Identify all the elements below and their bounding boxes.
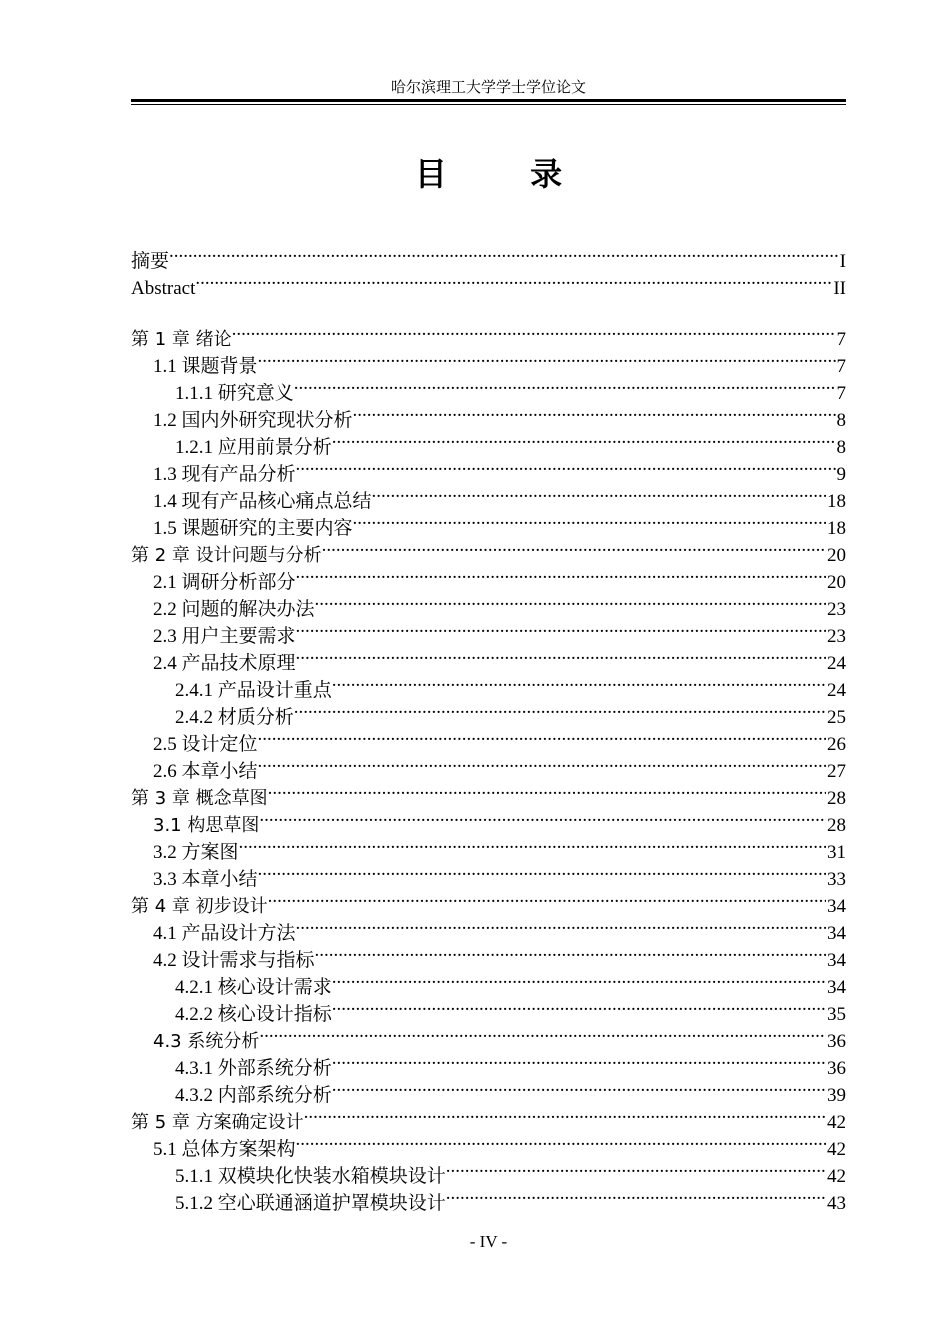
toc-entry-title: 4.3 系统分析 <box>153 1031 260 1052</box>
dot-leader <box>232 318 836 345</box>
toc-entry-page: 28 <box>827 788 846 809</box>
toc-entry-title: 2.1 调研分析部分 <box>153 572 296 593</box>
toc-entry[interactable] <box>131 240 846 272</box>
toc-entry-page: 24 <box>827 653 846 674</box>
toc-entry-page: 42 <box>827 1139 846 1160</box>
toc-entry-title: 1.4 现有产品核心痛点总结 <box>153 491 372 512</box>
toc-entry-title: 1.2 国内外研究现状分析 <box>153 410 353 431</box>
toc-entry-title: 4.2 设计需求与指标 <box>153 950 315 971</box>
toc-entry-page: 18 <box>827 491 846 512</box>
toc-entry-page: 20 <box>827 572 846 593</box>
toc-entry-page: 23 <box>827 599 846 620</box>
toc-entry-title: 2.5 设计定位 <box>153 734 258 755</box>
toc-entry-title: 2.6 本章小结 <box>153 761 258 782</box>
dot-leader <box>315 588 826 615</box>
toc-entry-page: 18 <box>827 518 846 539</box>
toc-entry-title: 第 3 章 概念草图 <box>131 788 268 809</box>
toc-entry-page: 43 <box>827 1193 846 1214</box>
dot-leader <box>332 669 826 696</box>
toc-entry-title: 3.3 本章小结 <box>153 869 258 890</box>
toc-entry-title: 第 4 章 初步设计 <box>131 896 268 917</box>
dot-leader <box>258 723 826 750</box>
toc-entry-page: 42 <box>827 1112 846 1133</box>
dot-leader <box>195 267 832 294</box>
table-of-contents <box>131 240 846 1214</box>
dot-leader <box>268 777 826 804</box>
dot-leader <box>296 561 826 588</box>
toc-entry-page: I <box>839 251 846 272</box>
dot-leader <box>296 912 826 939</box>
running-header: 哈尔滨理工大学学士学位论文 <box>390 80 586 96</box>
dot-leader <box>332 1074 826 1101</box>
toc-entry-page: 36 <box>827 1031 846 1052</box>
toc-entry[interactable] <box>131 345 846 377</box>
dot-leader <box>332 993 826 1020</box>
toc-entry-page: 7 <box>836 383 846 404</box>
toc-entry-title: 第 5 章 方案确定设计 <box>131 1112 304 1133</box>
toc-entry-title: Abstract <box>131 278 196 299</box>
toc-entry-title: 2.4 产品技术原理 <box>153 653 296 674</box>
toc-entry-title: 第 2 章 设计问题与分析 <box>131 545 322 566</box>
toc-entry-title: 3.1 构思草图 <box>153 815 260 836</box>
dot-leader <box>258 345 836 372</box>
toc-entry-title: 3.2 方案图 <box>153 842 239 863</box>
dot-leader <box>268 885 826 912</box>
dot-leader <box>315 939 826 966</box>
toc-entry-title: 摘要 <box>131 251 170 272</box>
dot-leader <box>353 399 836 426</box>
toc-entry-page: 7 <box>836 329 846 350</box>
toc-entry-title: 4.2.1 核心设计需求 <box>175 977 332 998</box>
dot-leader <box>294 372 836 399</box>
toc-entry-page: 34 <box>827 923 846 944</box>
toc-entry-title: 1.1 课题背景 <box>153 356 258 377</box>
page-number: - IV - <box>469 1232 508 1251</box>
dot-leader <box>239 831 826 858</box>
toc-entry-page: 23 <box>827 626 846 647</box>
toc-entry-page: 34 <box>827 977 846 998</box>
dot-leader <box>296 615 826 642</box>
toc-entry-page: 7 <box>836 356 846 377</box>
dot-leader <box>294 696 826 723</box>
toc-entry-title: 1.5 课题研究的主要内容 <box>153 518 353 539</box>
toc-entry-title: 2.2 问题的解决办法 <box>153 599 315 620</box>
header-rule <box>131 99 846 102</box>
header-rule-thin <box>131 104 846 105</box>
dot-leader <box>304 1101 826 1128</box>
dot-leader <box>446 1155 826 1182</box>
toc-entry-title: 2.4.2 材质分析 <box>175 707 294 728</box>
toc-entry-title: 1.1.1 研究意义 <box>175 383 294 404</box>
toc-entry-title: 2.3 用户主要需求 <box>153 626 296 647</box>
toc-entry-title: 5.1.2 空心联通涵道护罩模块设计 <box>175 1193 446 1214</box>
toc-entry-page: 8 <box>836 437 846 458</box>
toc-entry-page: 28 <box>827 815 846 836</box>
toc-entry-page: 24 <box>827 680 846 701</box>
dot-leader <box>353 507 826 534</box>
toc-entry-title: 2.4.1 产品设计重点 <box>175 680 332 701</box>
toc-entry-title: 4.3.1 外部系统分析 <box>175 1058 332 1079</box>
toc-entry-title: 5.1.1 双模块化快装水箱模块设计 <box>175 1166 446 1187</box>
toc-entry-page: 35 <box>827 1004 846 1025</box>
dot-leader <box>259 804 826 831</box>
dot-leader <box>296 453 836 480</box>
toc-title: 目 录 <box>414 155 599 193</box>
toc-entry-page: 39 <box>827 1085 846 1106</box>
dot-leader <box>322 534 826 561</box>
dot-leader <box>332 1047 826 1074</box>
toc-entry-page: 42 <box>827 1166 846 1187</box>
toc-entry-page: 8 <box>836 410 846 431</box>
dot-leader <box>332 426 836 453</box>
dot-leader <box>169 240 839 267</box>
toc-entry-title: 4.1 产品设计方法 <box>153 923 296 944</box>
toc-entry-title: 4.3.2 内部系统分析 <box>175 1085 332 1106</box>
dot-leader <box>296 1128 826 1155</box>
toc-entry-page: 27 <box>827 761 846 782</box>
toc-entry-title: 第 1 章 绪论 <box>131 329 232 350</box>
dot-leader <box>259 1020 826 1047</box>
dot-leader <box>296 642 826 669</box>
dot-leader <box>446 1182 826 1209</box>
toc-entry-title: 5.1 总体方案架构 <box>153 1139 296 1160</box>
toc-entry-page: 31 <box>827 842 846 863</box>
toc-entry-title: 1.3 现有产品分析 <box>153 464 296 485</box>
dot-leader <box>372 480 826 507</box>
toc-entry[interactable] <box>131 831 846 863</box>
toc-entry-page: 34 <box>827 950 846 971</box>
toc-entry[interactable] <box>131 318 846 350</box>
toc-entry-page: 33 <box>827 869 846 890</box>
toc-entry-page: 9 <box>836 464 846 485</box>
dot-leader <box>258 858 826 885</box>
toc-entry[interactable] <box>131 267 846 299</box>
toc-entry-page: 36 <box>827 1058 846 1079</box>
dot-leader <box>258 750 826 777</box>
toc-entry-page: 25 <box>827 707 846 728</box>
toc-entry-title: 1.2.1 应用前景分析 <box>175 437 332 458</box>
toc-entry-page: II <box>833 278 846 299</box>
toc-entry-title: 4.2.2 核心设计指标 <box>175 1004 332 1025</box>
toc-entry-page: 20 <box>827 545 846 566</box>
dot-leader <box>332 966 826 993</box>
toc-entry-page: 26 <box>827 734 846 755</box>
toc-entry-page: 34 <box>827 896 846 917</box>
